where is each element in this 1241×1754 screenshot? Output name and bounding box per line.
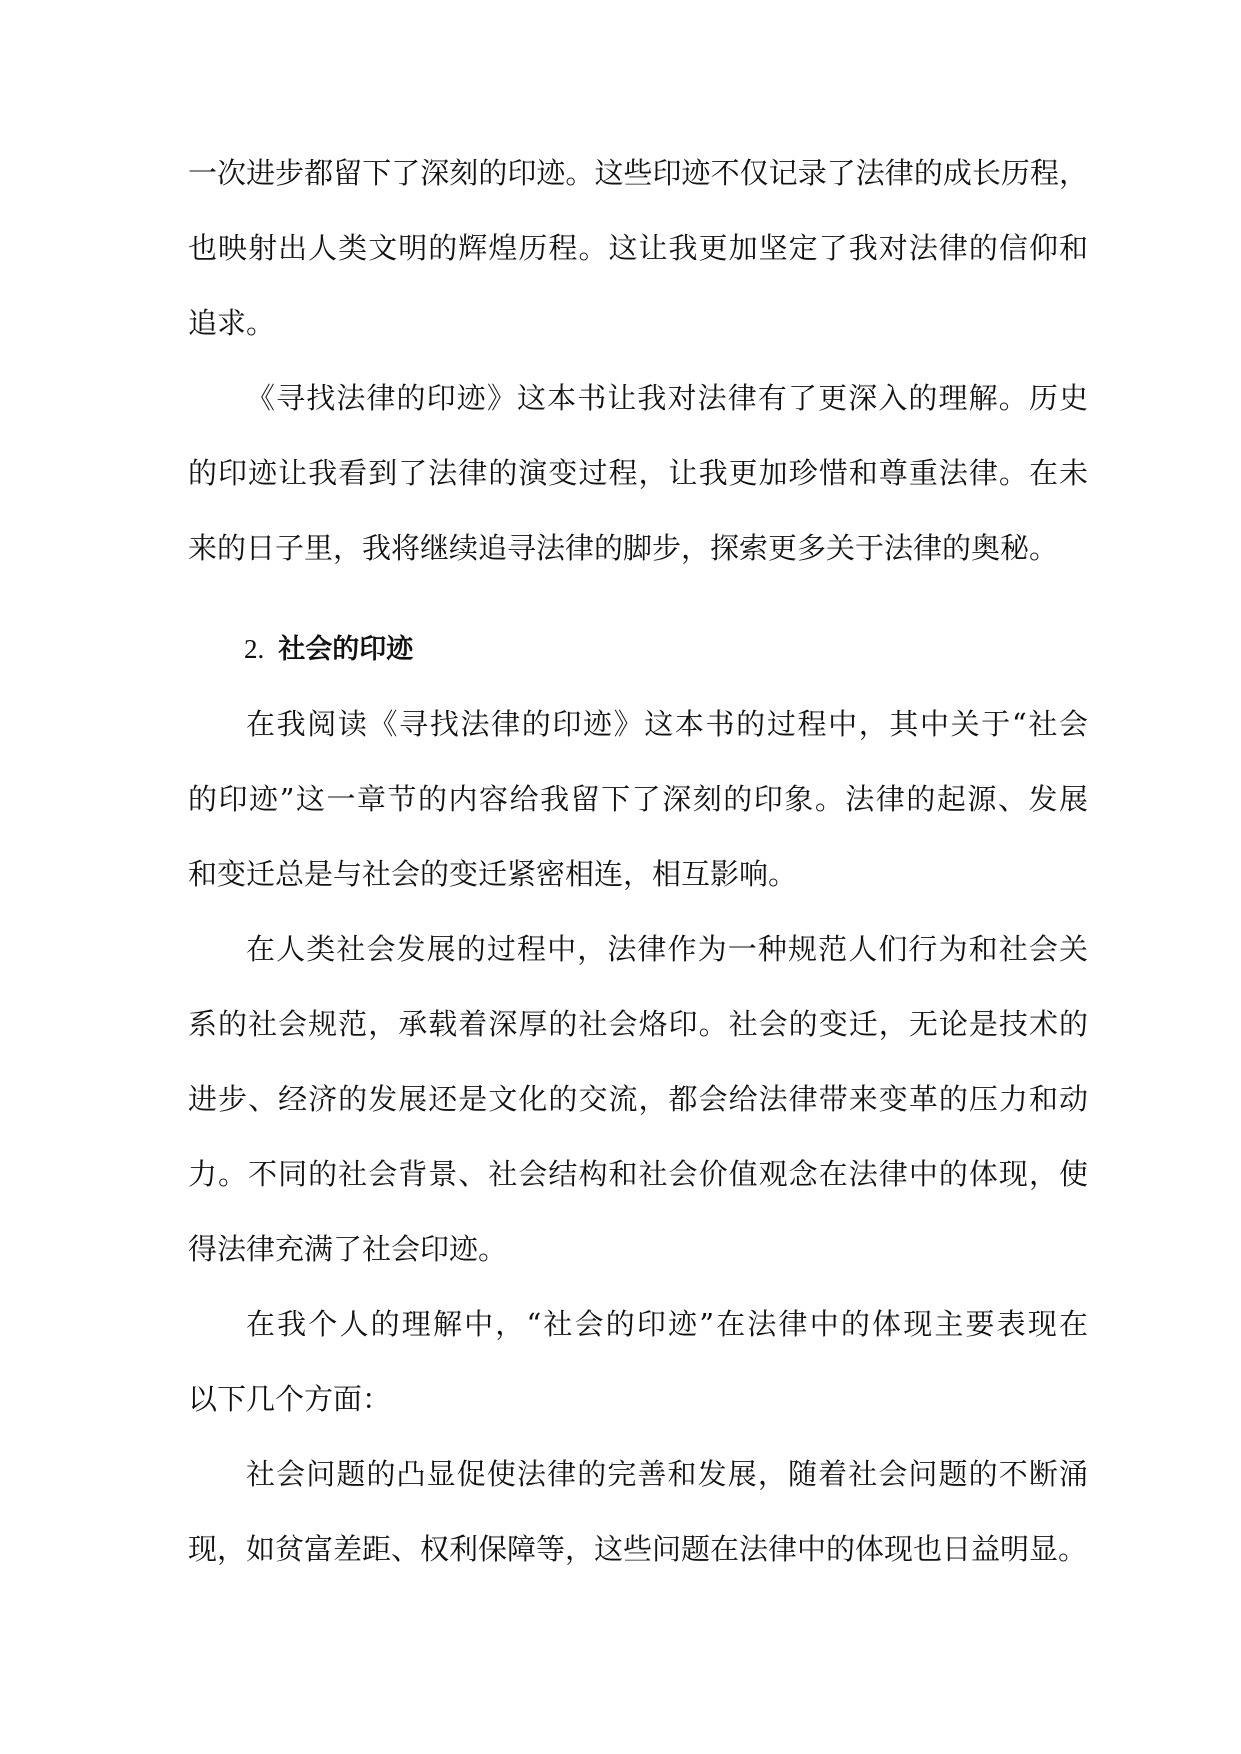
paragraph: [188, 687, 1088, 912]
section-heading: [188, 612, 1088, 687]
paragraph-line: 力。不同的社会背景、社会结构和社会价值观念在法律中的体现，使: [188, 1157, 1088, 1191]
paragraph-line: 得法律充满了社会印迹。: [188, 1232, 508, 1266]
paragraphs-after-heading: [188, 687, 1088, 1587]
document-body: [188, 136, 1088, 1587]
paragraph: [188, 1437, 1088, 1587]
paragraph: [188, 136, 1088, 361]
paragraph-line: 在我个人的理解中，“社会的印迹”在法律中的体现主要表现在: [246, 1307, 1088, 1341]
paragraph-line: 进步、经济的发展还是文化的交流，都会给法律带来变革的压力和动: [188, 1082, 1088, 1116]
paragraph-line: 一次进步都留下了深刻的印迹。这些印迹不仅记录了法律的成长历程，: [188, 156, 1088, 190]
paragraph-line: 社会问题的凸显促使法律的完善和发展，随着社会问题的不断涌: [246, 1457, 1088, 1491]
paragraph-line: 追求。: [188, 306, 276, 340]
section-gap: [188, 586, 1088, 612]
paragraph-line: 以下几个方面：: [188, 1382, 392, 1416]
paragraph-line: 来的日子里，我将继续追寻法律的脚步，探索更多关于法律的奥秘。: [188, 531, 1059, 565]
paragraph-line: 系的社会规范，承载着深厚的社会烙印。社会的变迁，无论是技术的: [188, 1007, 1088, 1041]
paragraph-line: 的印迹让我看到了法律的演变过程，让我更加珍惜和尊重法律。在未: [188, 456, 1088, 490]
paragraph: [188, 1287, 1088, 1437]
paragraph-line: 现，如贫富差距、权利保障等，这些问题在法律中的体现也日益明显。: [188, 1532, 1088, 1566]
paragraph-line: 在我阅读《寻找法律的印迹》这本书的过程中，其中关于“社会: [246, 707, 1088, 741]
paragraph-line: 的印迹”这一章节的内容给我留下了深刻的印象。法律的起源、发展: [188, 782, 1088, 816]
paragraph-line: 和变迁总是与社会的变迁紧密相连，相互影响。: [188, 857, 798, 891]
paragraph: [188, 361, 1088, 586]
paragraph-line: 也映射出人类文明的辉煌历程。这让我更加坚定了我对法律的信仰和: [188, 231, 1088, 265]
section-number: 2.: [244, 634, 265, 664]
paragraph: [188, 912, 1088, 1287]
paragraph-line: 《寻找法律的印迹》这本书让我对法律有了更深入的理解。历史: [246, 381, 1088, 415]
paragraph-line: 在人类社会发展的过程中，法律作为一种规范人们行为和社会关: [246, 932, 1088, 966]
paragraphs-before-heading: [188, 136, 1088, 586]
section-title: 社会的印迹: [278, 634, 414, 665]
